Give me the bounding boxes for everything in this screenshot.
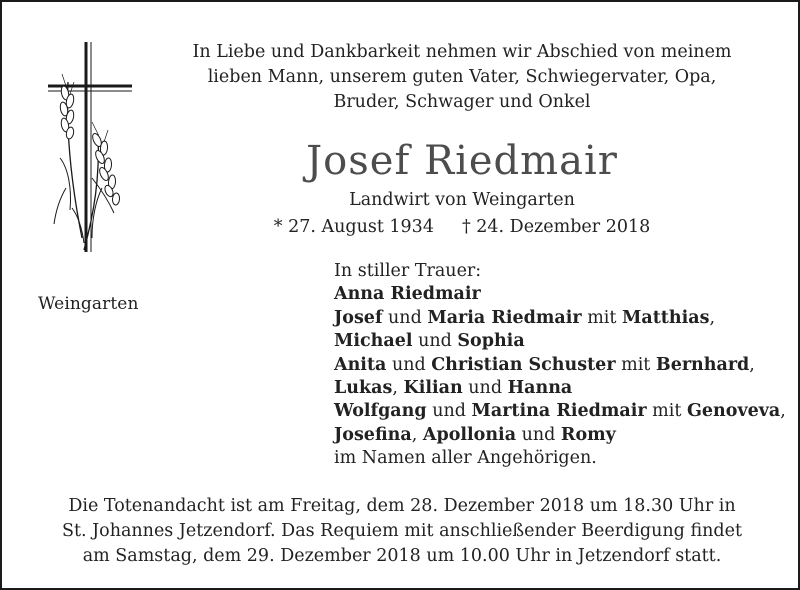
mourner-name: Wolfgang	[334, 401, 427, 422]
mourner-name: Lukas	[334, 378, 393, 399]
mourner-name: Anna Riedmair	[334, 284, 481, 305]
connector-text: ,	[709, 307, 716, 328]
connector-text: ,	[392, 378, 404, 399]
deceased-name: Josef Riedmair	[306, 138, 618, 184]
connector-text: mit	[615, 354, 656, 375]
connector-text: ,	[780, 401, 786, 422]
cross-with-wheat-icon	[42, 38, 138, 258]
mourner-name: Christian Schuster	[431, 354, 616, 375]
intro-line: Bruder, Schwager und Onkel	[333, 92, 591, 112]
mourner-line	[334, 400, 786, 423]
place-name: Weingarten	[38, 294, 139, 314]
connector-text: und	[382, 307, 428, 328]
mourner-name: Maria Riedmair	[427, 307, 582, 328]
service-line: St. Johannes Jetzendorf. Das Requiem mit anschließender Beerdigung findet	[62, 521, 742, 541]
connector-text: und	[426, 401, 472, 422]
connector-text: und	[462, 378, 508, 399]
mourners-closing: im Namen aller Angehörigen.	[334, 448, 597, 469]
death-date: † 24. Dezember 2018	[461, 217, 651, 237]
mourner-name: Josef	[334, 307, 383, 328]
connector-text: mit	[581, 307, 622, 328]
mourner-name: Genoveva	[686, 401, 781, 422]
connector-text: ,	[749, 354, 755, 375]
intro-line: In Liebe und Dankbarkeit nehmen wir Abschied von meinem	[192, 42, 732, 62]
mourner-name: Sophia	[457, 331, 525, 352]
mourner-name: Hanna	[507, 378, 573, 399]
mourner-name: Martina Riedmair	[471, 401, 647, 422]
mourner-name: Apollonia	[422, 424, 517, 445]
mourner-name: Anita	[334, 354, 387, 375]
mourner-name: Matthias	[622, 307, 710, 328]
occupation: Landwirt von Weingarten	[349, 190, 575, 210]
connector-text: mit	[646, 401, 687, 422]
mourner-line	[334, 307, 786, 330]
service-line: Die Totenandacht ist am Freitag, dem 28. Dezember 2018 um 18.30 Uhr in	[68, 496, 736, 516]
mourner-line	[334, 330, 786, 353]
life-dates	[162, 215, 762, 239]
connector-text: und	[516, 424, 561, 445]
service-line: am Samstag, dem 29. Dezember 2018 um 10.00 Uhr in Jetzendorf statt.	[82, 546, 722, 566]
connector-text: ,	[411, 424, 423, 445]
mourner-name: Josefina	[334, 424, 412, 445]
service-details	[22, 494, 782, 569]
intro-text	[162, 40, 762, 115]
connector-text: und	[386, 354, 432, 375]
mourner-line	[334, 283, 786, 306]
mourners-heading: In stiller Trauer:	[334, 261, 482, 281]
birth-date: * 27. August 1934	[273, 217, 434, 237]
mourner-name: Bernhard	[655, 354, 750, 375]
mourner-name: Michael	[334, 331, 413, 352]
connector-text: und	[412, 331, 458, 352]
mourner-name: Kilian	[403, 378, 463, 399]
mourner-line	[334, 354, 786, 377]
intro-line: lieben Mann, unserem guten Vater, Schwiegervater, Opa,	[207, 67, 717, 87]
mourners-list	[334, 260, 786, 471]
mourner-line	[334, 424, 786, 447]
mourner-name: Romy	[560, 424, 616, 445]
mourner-line	[334, 377, 786, 400]
